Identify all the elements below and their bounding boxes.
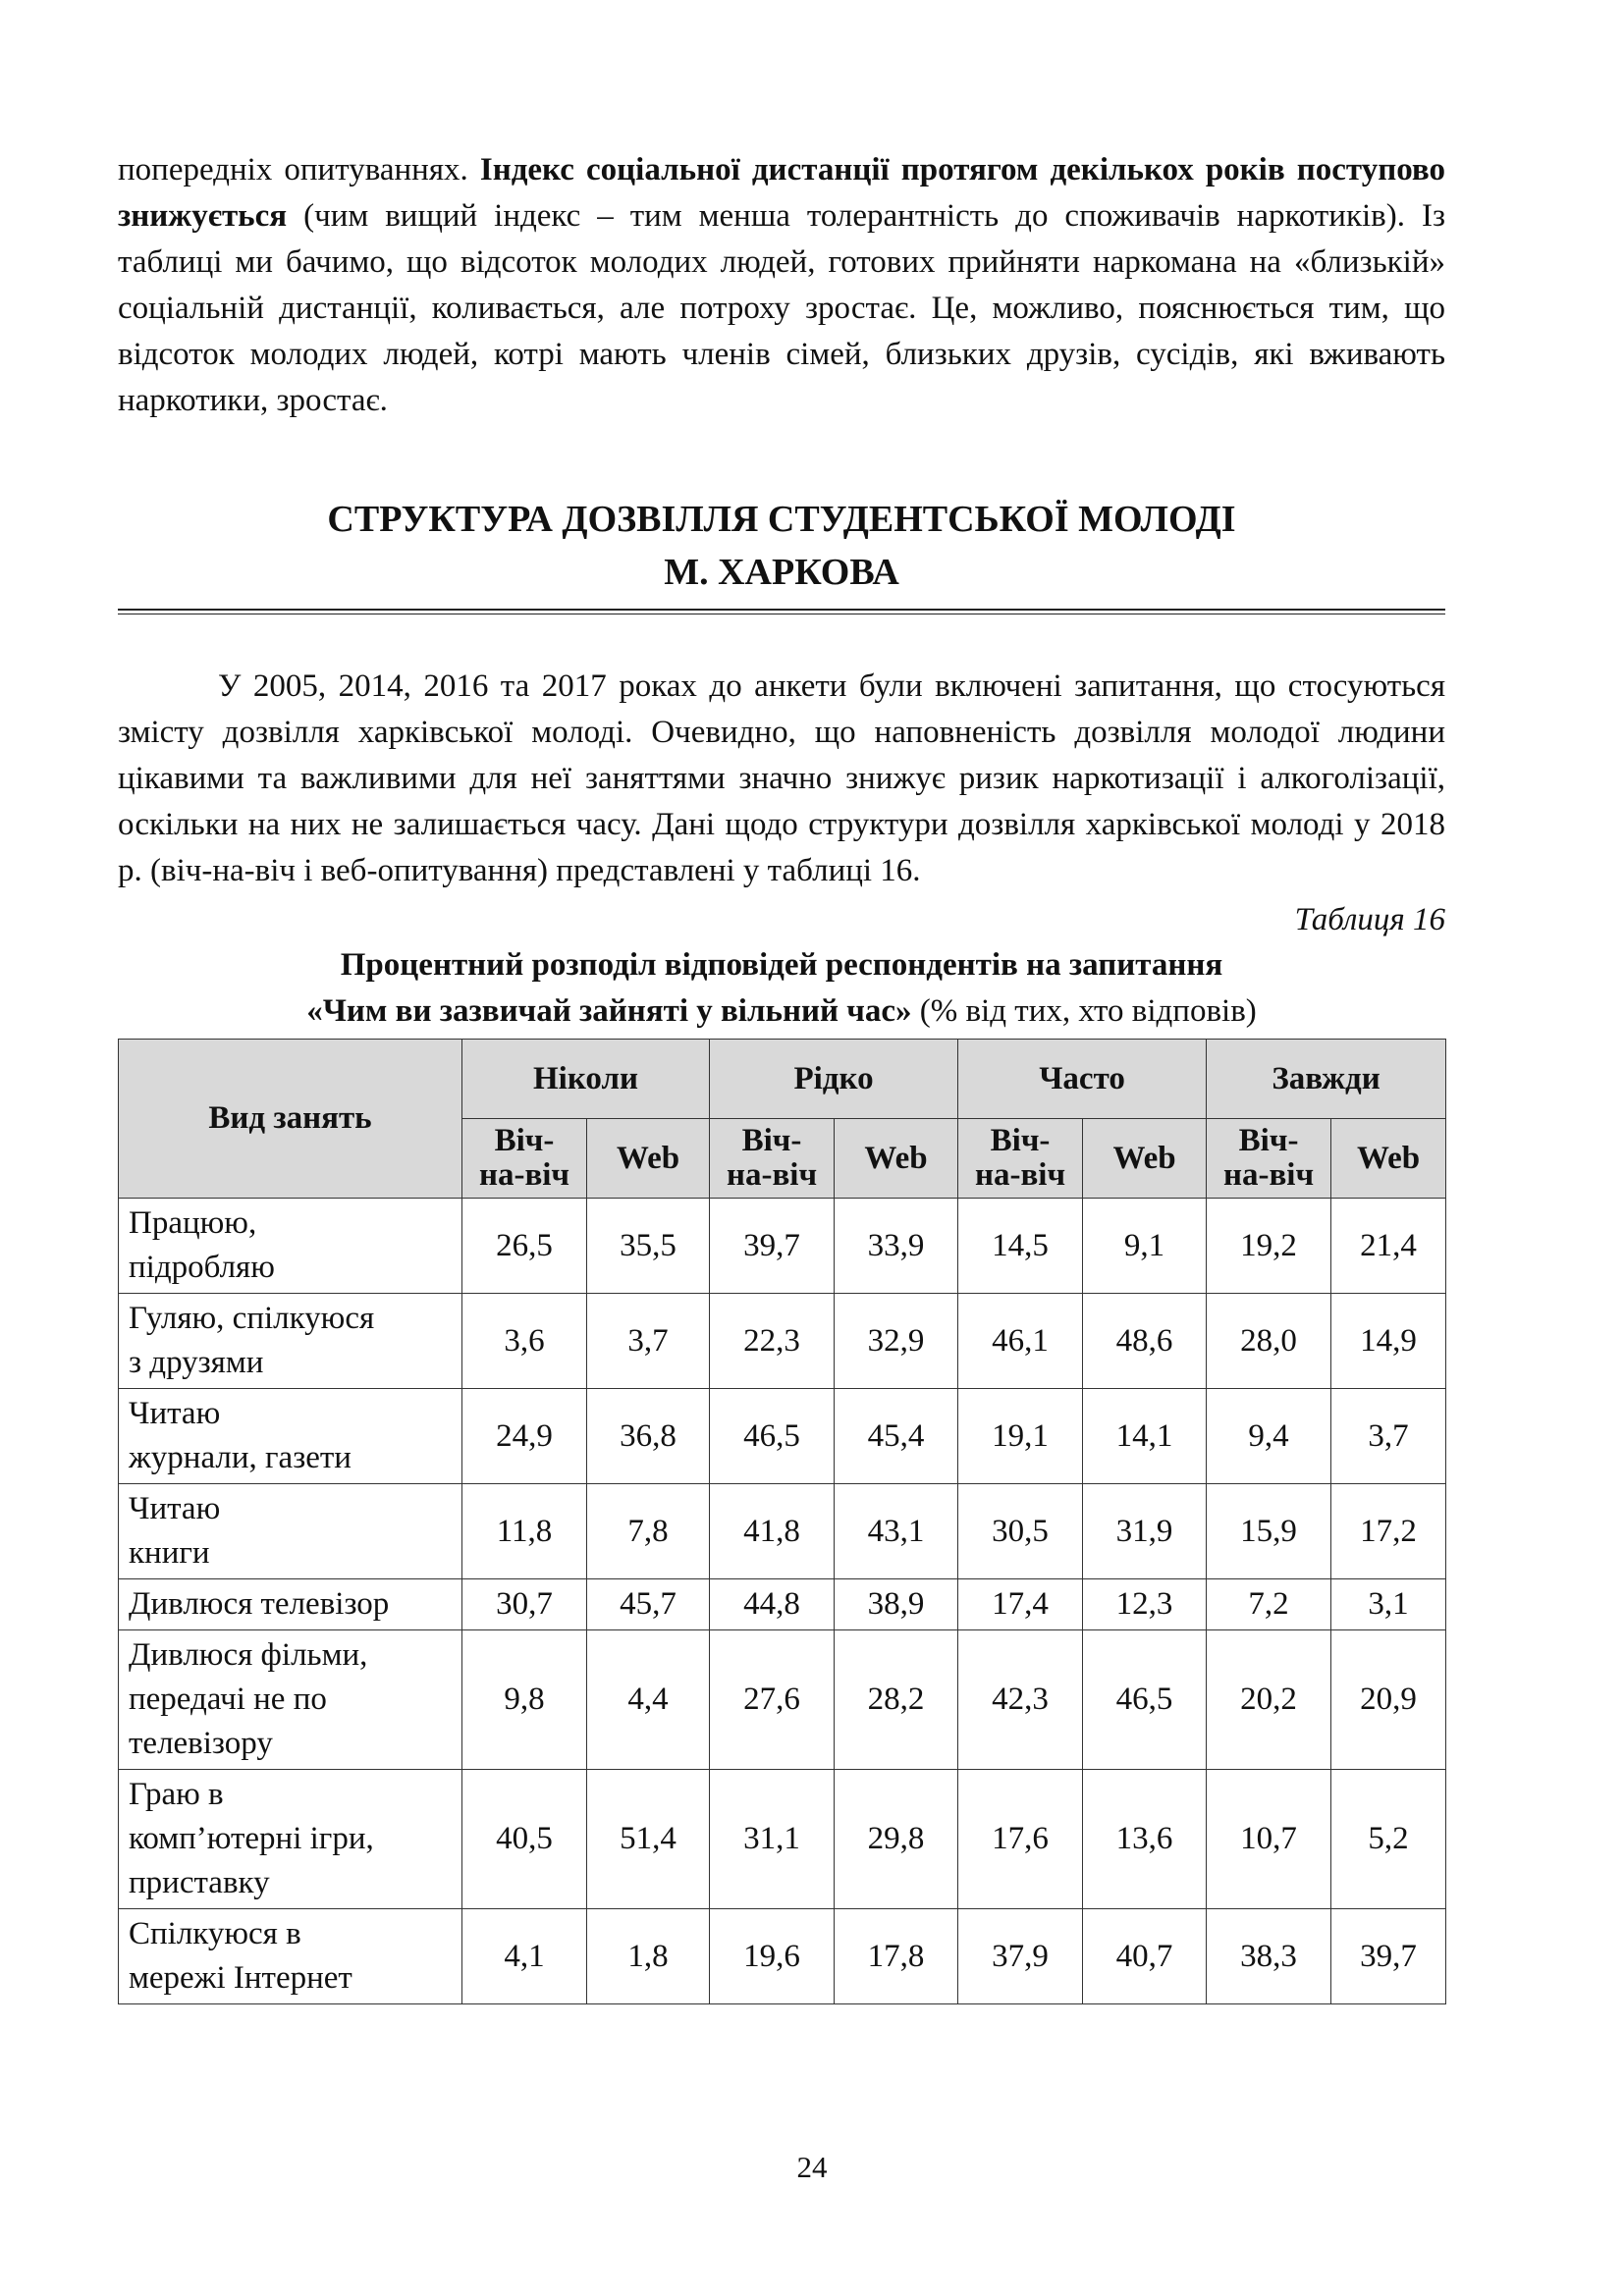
value-cell: 3,6: [462, 1294, 587, 1389]
value-cell: 3,7: [1331, 1389, 1446, 1484]
header-web: Web: [1331, 1119, 1446, 1199]
value-cell: 37,9: [958, 1909, 1083, 2004]
value-cell: 7,2: [1207, 1579, 1331, 1630]
table-head: [119, 1040, 1446, 1199]
value-cell: 31,1: [710, 1770, 835, 1909]
value-cell: 9,8: [462, 1630, 587, 1770]
value-cell: 46,5: [710, 1389, 835, 1484]
table-caption: [118, 942, 1445, 1035]
row-label: [119, 1909, 462, 2004]
intro-text-1: попередніх опитуваннях.: [118, 152, 480, 187]
header-face-to-face: [958, 1119, 1083, 1199]
heading-line-1: СТРУКТУРА ДОЗВІЛЛЯ СТУДЕНТСЬКОЇ МОЛОДІ: [327, 499, 1236, 540]
value-cell: 42,3: [958, 1630, 1083, 1770]
page-content: [118, 147, 1445, 2004]
value-cell: 1,8: [587, 1909, 710, 2004]
table-row: [119, 1909, 1446, 2004]
value-cell: 32,9: [835, 1294, 958, 1389]
row-label: [119, 1199, 462, 1294]
value-cell: 43,1: [835, 1484, 958, 1579]
value-cell: 39,7: [710, 1199, 835, 1294]
row-label: [119, 1630, 462, 1770]
value-cell: 28,2: [835, 1630, 958, 1770]
row-label: [119, 1770, 462, 1909]
value-cell: 28,0: [1207, 1294, 1331, 1389]
value-cell: 36,8: [587, 1389, 710, 1484]
value-cell: 4,4: [587, 1630, 710, 1770]
table-row: [119, 1389, 1446, 1484]
header-face-to-face: [462, 1119, 587, 1199]
row-label: [119, 1484, 462, 1579]
table-row: [119, 1294, 1446, 1389]
value-cell: 39,7: [1331, 1909, 1446, 2004]
value-cell: 30,7: [462, 1579, 587, 1630]
table-row: [119, 1770, 1446, 1909]
value-cell: 14,9: [1331, 1294, 1446, 1389]
value-cell: 20,9: [1331, 1630, 1446, 1770]
row-label-line: Спілкуюся в: [129, 1916, 301, 1951]
intro-text-2: (чим вищий індекс – тим менша толерантність до споживачів наркотиків). Із таблиці ми бачимо, що відсоток молодих людей, готових прийняти наркомана на «близькій» соціальній дистанції, коливається, але потроху зростає. Це, можливо, пояснюється тим, що відсоток молодих людей, котрі мають членів сімей, близьких друзів, сусідів, які вживають наркотики, зростає.: [118, 198, 1445, 418]
row-label: [119, 1294, 462, 1389]
header-ftf-line-2: на-віч: [974, 1157, 1066, 1193]
value-cell: 29,8: [835, 1770, 958, 1909]
header-group-row: [119, 1040, 1446, 1119]
caption-line-1: Процентний розподіл відповідей респондентів на запитання: [340, 947, 1223, 983]
table-number: Таблиця 16: [1294, 902, 1445, 937]
row-label: [119, 1579, 462, 1630]
value-cell: 26,5: [462, 1199, 587, 1294]
section-heading: [118, 493, 1445, 599]
value-cell: 9,1: [1083, 1199, 1207, 1294]
value-cell: 46,1: [958, 1294, 1083, 1389]
header-web: Web: [1083, 1119, 1207, 1199]
header-activity: Вид занять: [119, 1040, 462, 1199]
header-ftf-line-1: Віч-: [1238, 1123, 1299, 1158]
value-cell: 38,3: [1207, 1909, 1331, 2004]
intro-paragraph: [118, 147, 1445, 424]
table-row: [119, 1199, 1446, 1294]
value-cell: 17,6: [958, 1770, 1083, 1909]
header-ftf-line-2: на-віч: [478, 1157, 570, 1193]
row-label-line: Гуляю, спілкуюся: [129, 1301, 375, 1336]
table-body: [119, 1199, 1446, 2004]
row-label-line: Читаю: [129, 1491, 221, 1526]
row-label-line: Дивлюся фільми,: [129, 1637, 368, 1673]
header-group: Ніколи: [462, 1040, 710, 1119]
value-cell: 40,7: [1083, 1909, 1207, 2004]
value-cell: 11,8: [462, 1484, 587, 1579]
table-row: [119, 1630, 1446, 1770]
row-label-line: журнали, газети: [129, 1440, 352, 1475]
value-cell: 41,8: [710, 1484, 835, 1579]
value-cell: 46,5: [1083, 1630, 1207, 1770]
value-cell: 12,3: [1083, 1579, 1207, 1630]
value-cell: 14,5: [958, 1199, 1083, 1294]
value-cell: 24,9: [462, 1389, 587, 1484]
caption-tail: (% від тих, хто відповів): [911, 993, 1257, 1029]
header-group: Часто: [958, 1040, 1207, 1119]
row-label: [119, 1389, 462, 1484]
row-label-line: підробляю: [129, 1250, 275, 1285]
row-label-line: Граю в: [129, 1777, 224, 1812]
value-cell: 4,1: [462, 1909, 587, 2004]
value-cell: 19,6: [710, 1909, 835, 2004]
value-cell: 35,5: [587, 1199, 710, 1294]
value-cell: 15,9: [1207, 1484, 1331, 1579]
value-cell: 40,5: [462, 1770, 587, 1909]
value-cell: 44,8: [710, 1579, 835, 1630]
value-cell: 19,1: [958, 1389, 1083, 1484]
value-cell: 20,2: [1207, 1630, 1331, 1770]
value-cell: 45,4: [835, 1389, 958, 1484]
table-row: [119, 1579, 1446, 1630]
table-row: [119, 1484, 1446, 1579]
header-face-to-face: [710, 1119, 835, 1199]
value-cell: 31,9: [1083, 1484, 1207, 1579]
header-web: Web: [587, 1119, 710, 1199]
value-cell: 45,7: [587, 1579, 710, 1630]
row-label-line: книги: [129, 1535, 210, 1571]
caption-question: «Чим ви зазвичай зайняті у вільний час»: [306, 993, 912, 1029]
row-label-line: передачі не по: [129, 1682, 327, 1717]
value-cell: 33,9: [835, 1199, 958, 1294]
value-cell: 17,8: [835, 1909, 958, 2004]
value-cell: 14,1: [1083, 1389, 1207, 1484]
value-cell: 51,4: [587, 1770, 710, 1909]
value-cell: 17,4: [958, 1579, 1083, 1630]
row-label-line: Працюю,: [129, 1205, 257, 1241]
header-ftf-line-1: Віч-: [990, 1123, 1051, 1158]
value-cell: 22,3: [710, 1294, 835, 1389]
caption-line-2: [118, 988, 1445, 1035]
header-ftf-line-1: Віч-: [494, 1123, 555, 1158]
row-label-line: приставку: [129, 1865, 270, 1900]
intro-bold-text: Індекс соціальної дистанції протягом декількох років поступово знижується: [118, 152, 1445, 234]
value-cell: 13,6: [1083, 1770, 1207, 1909]
row-label-line: телевізору: [129, 1726, 273, 1761]
row-label-line: комп’ютерні ігри,: [129, 1821, 374, 1856]
heading-line-2: М. ХАРКОВА: [664, 552, 899, 593]
value-cell: 3,1: [1331, 1579, 1446, 1630]
row-label-line: Дивлюся телевізор: [129, 1586, 390, 1622]
header-ftf-line-1: Віч-: [741, 1123, 802, 1158]
value-cell: 3,7: [587, 1294, 710, 1389]
value-cell: 17,2: [1331, 1484, 1446, 1579]
value-cell: 19,2: [1207, 1199, 1331, 1294]
row-label-line: мережі Інтернет: [129, 1960, 352, 1996]
value-cell: 30,5: [958, 1484, 1083, 1579]
value-cell: 5,2: [1331, 1770, 1446, 1909]
header-group: Рідко: [710, 1040, 958, 1119]
page-number: 24: [796, 2150, 828, 2184]
header-web: Web: [835, 1119, 958, 1199]
header-group: Завжди: [1207, 1040, 1446, 1119]
row-label-line: з друзями: [129, 1345, 264, 1380]
value-cell: 10,7: [1207, 1770, 1331, 1909]
value-cell: 9,4: [1207, 1389, 1331, 1484]
value-cell: 48,6: [1083, 1294, 1207, 1389]
value-cell: 7,8: [587, 1484, 710, 1579]
body-paragraph: У 2005, 2014, 2016 та 2017 роках до анкети були включені запитання, що стосуються змісту дозвілля харківської молоді. Очевидно, що наповненість дозвілля молодої людини цікавими та важливими для неї заняттями значно знижує ризик наркотизації і алкоголізації, оскільки на них не залишається часу. Дані щодо структури дозвілля харківської молоді у 2018 р. (віч-на-віч і веб-опитування) представлені у таблиці 16.: [118, 668, 1445, 888]
leisure-table: [118, 1039, 1446, 2004]
row-label-line: Читаю: [129, 1396, 221, 1431]
value-cell: 27,6: [710, 1630, 835, 1770]
header-ftf-line-2: на-віч: [726, 1157, 818, 1193]
value-cell: 38,9: [835, 1579, 958, 1630]
header-face-to-face: [1207, 1119, 1331, 1199]
value-cell: 21,4: [1331, 1199, 1446, 1294]
heading-divider: [118, 609, 1445, 614]
header-ftf-line-2: на-віч: [1222, 1157, 1315, 1193]
